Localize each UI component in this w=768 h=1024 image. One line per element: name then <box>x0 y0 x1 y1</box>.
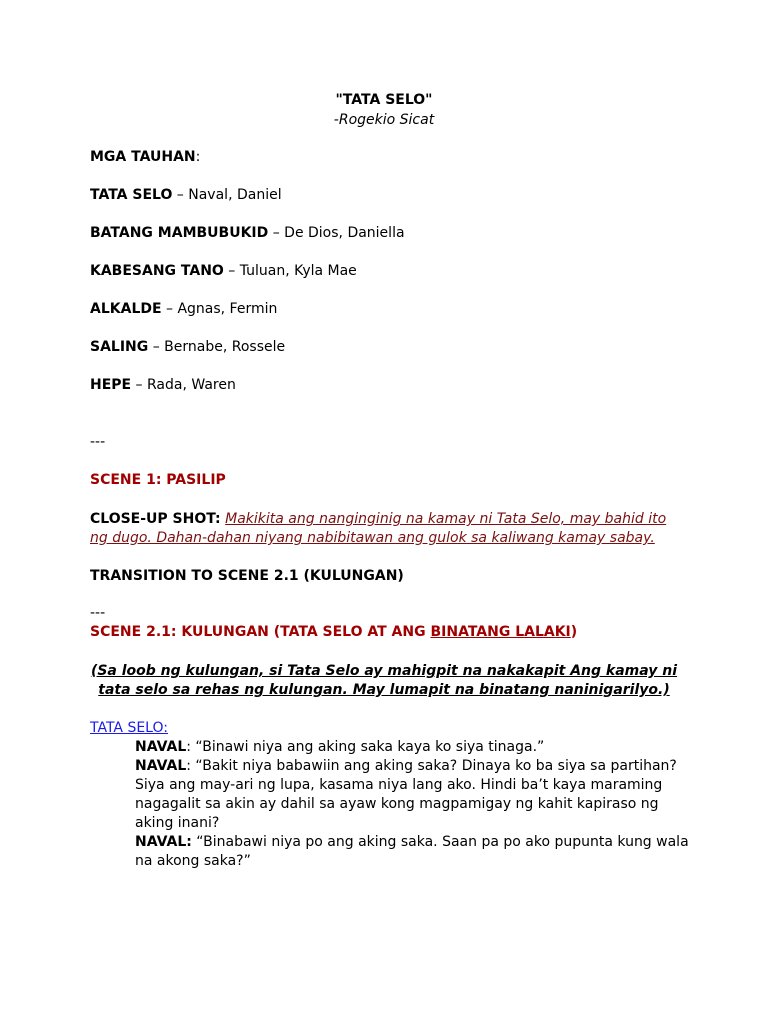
dialogue-line: NAVAL: “Binabawi niya po ang aking saka. Saan pa po ako pupunta kung wala na akong saka?” <box>135 834 689 869</box>
speaker-heading: TATA SELO: <box>90 720 168 736</box>
document-author: -Rogekio Sicat <box>333 112 435 128</box>
document-title: "TATA SELO" <box>335 92 433 108</box>
cast-entry: HEPE – Rada, Waren <box>90 377 236 393</box>
cast-entry: KABESANG TANO – Tuluan, Kyla Mae <box>90 263 357 279</box>
scene-2-heading: SCENE 2.1: KULUNGAN (TATA SELO AT ANG BINATANG LALAKI) <box>90 624 578 640</box>
dialogue-line: NAVAL: “Bakit niya babawiin ang aking saka? Dinaya ko ba siya sa partihan? Siya ang may-ari ng lupa, kasama niya lang ako. Hindi ba’t kaya maraming nagagalit sa akin ay dahil sa ayaw kong magpamigay ng kahit kapiraso ng aking inani? <box>135 758 677 831</box>
cast-heading: MGA TAUHAN: <box>90 149 201 165</box>
close-up-shot-continued: ng dugo. Dahan-dahan niyang nabibitawan ang gulok sa kaliwang kamay sabay. <box>90 530 655 546</box>
cast-entry: SALING – Bernabe, Rossele <box>90 339 286 355</box>
cast-entry: TATA SELO – Naval, Daniel <box>90 187 282 203</box>
cast-entry: ALKALDE – Agnas, Fermin <box>90 301 278 317</box>
stage-direction-continued: tata selo sa rehas ng kulungan. May lumapit na binatang naninigarilyo.) <box>98 682 670 698</box>
stage-direction: (Sa loob ng kulungan, si Tata Selo ay mahigpit na nakakapit Ang kamay ni <box>90 663 678 679</box>
close-up-shot: CLOSE-UP SHOT: Makikita ang nanginginig na kamay ni Tata Selo, may bahid ito <box>90 511 667 527</box>
section-separator: --- <box>90 605 106 621</box>
scene-1-heading: SCENE 1: PASILIP <box>90 472 226 488</box>
section-separator: --- <box>90 434 106 450</box>
dialogue-block <box>135 738 695 871</box>
transition-note: TRANSITION TO SCENE 2.1 (KULUNGAN) <box>90 568 404 584</box>
dialogue-line: NAVAL: “Binawi niya ang aking saka kaya ko siya tinaga.” <box>135 739 545 755</box>
cast-entry: BATANG MAMBUBUKID – De Dios, Daniella <box>90 225 405 241</box>
